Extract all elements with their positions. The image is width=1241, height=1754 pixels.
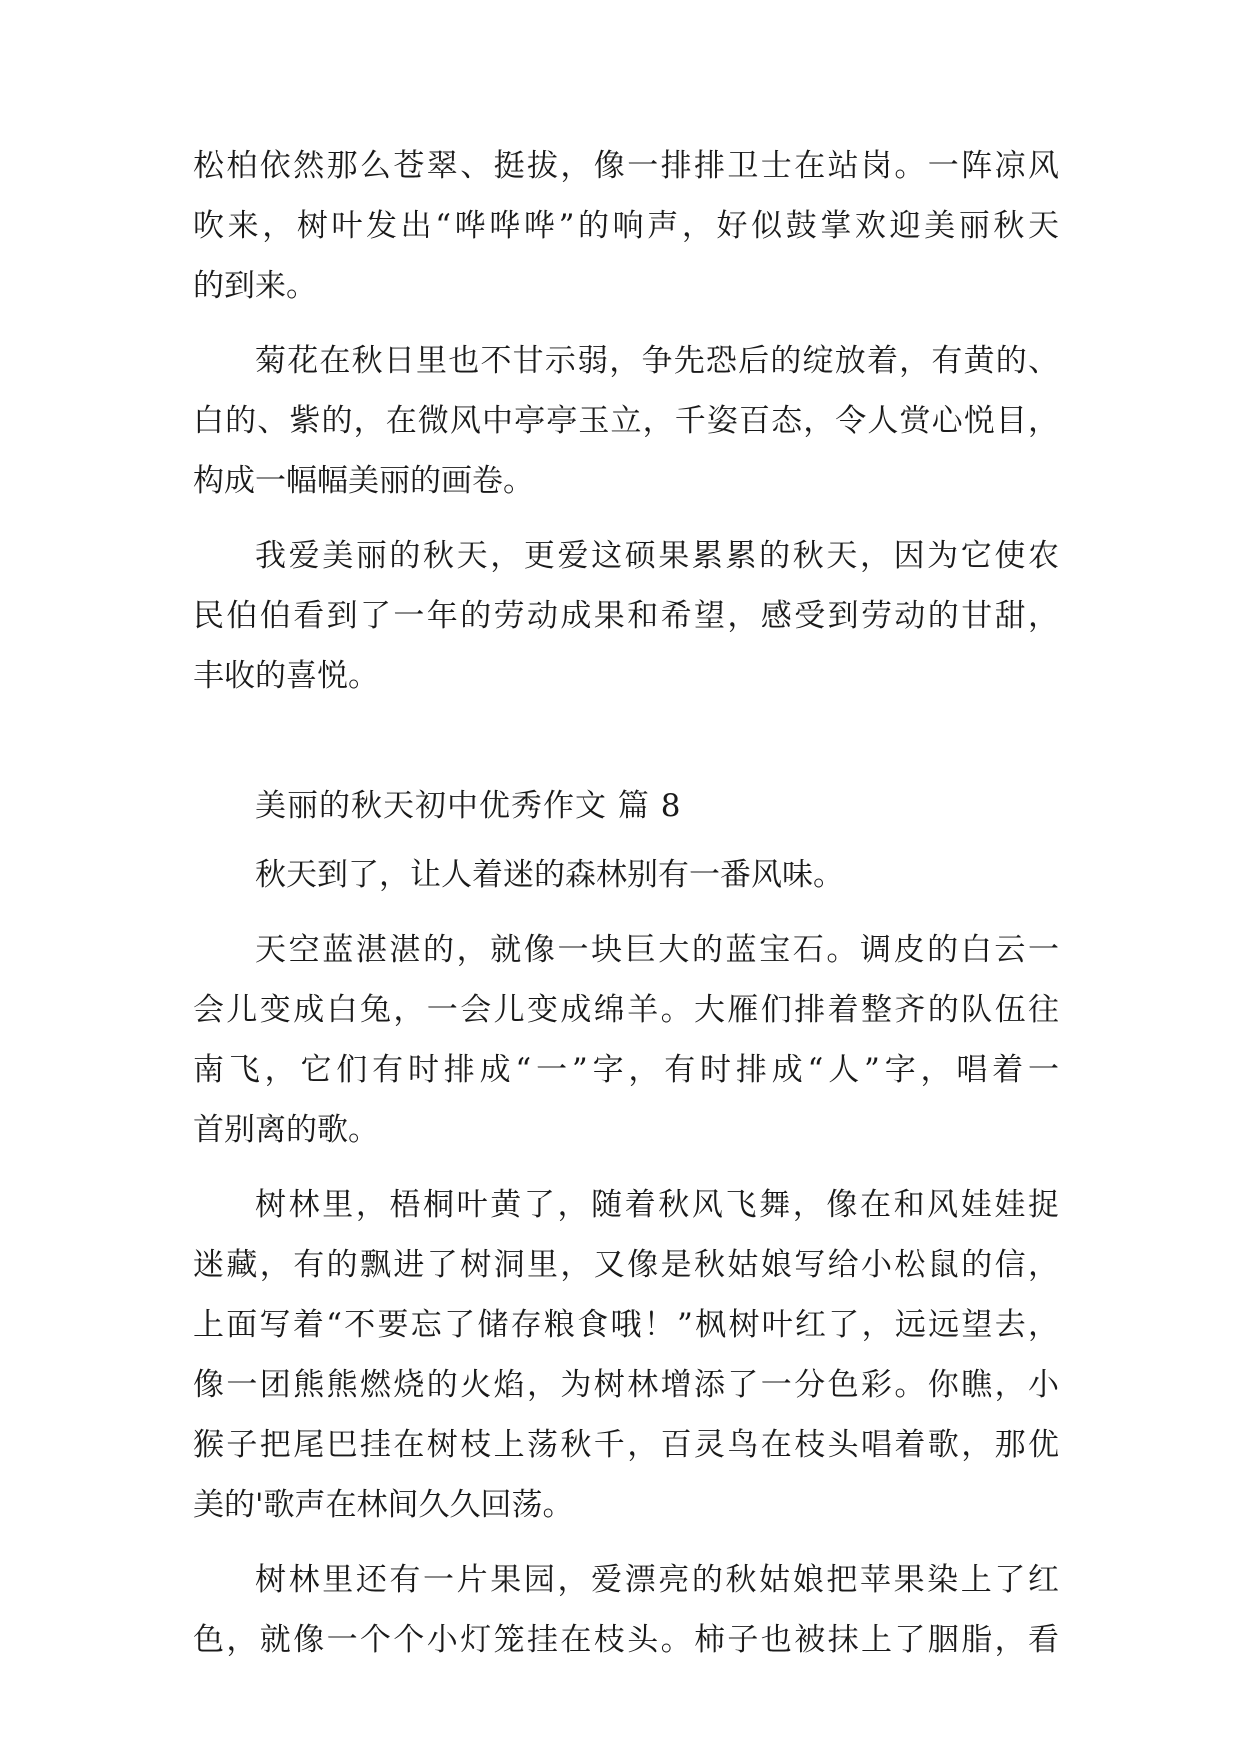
- text-line: 我爱美丽的秋天，更爱这硕果累累的秋天，因为它使农: [255, 538, 1059, 574]
- text-line: 白的、紫的，在微风中亭亭玉立，千姿百态，令人赏心悦目，: [193, 403, 1059, 439]
- text-line: 上面写着“不要忘了储存粮食哦！”枫树叶红了，远远望去，: [193, 1307, 1059, 1343]
- text-line: 会儿变成白兔，一会儿变成绵羊。大雁们排着整齐的队伍往: [193, 992, 1059, 1028]
- text-line: 吹来，树叶发出“哗哗哗”的响声，好似鼓掌欢迎美丽秋天: [193, 208, 1059, 244]
- text-line: 秋天到了，让人着迷的森林别有一番风味。: [255, 857, 844, 893]
- text-line: 像一团熊熊燃烧的火焰，为树林增添了一分色彩。你瞧，小: [193, 1367, 1059, 1403]
- text-line: 民伯伯看到了一年的劳动成果和希望，感受到劳动的甘甜，: [193, 598, 1059, 634]
- text-line: 迷藏，有的飘进了树洞里，又像是秋姑娘写给小松鼠的信，: [193, 1247, 1059, 1283]
- text-line: 色，就像一个个小灯笼挂在枝头。柿子也被抹上了胭脂，看: [193, 1622, 1059, 1658]
- text-line: 菊花在秋日里也不甘示弱，争先恐后的绽放着，有黄的、: [255, 343, 1059, 379]
- text-line: 首别离的歌。: [193, 1112, 379, 1148]
- text-line: 天空蓝湛湛的，就像一块巨大的蓝宝石。调皮的白云一: [255, 932, 1059, 968]
- text-line: 松柏依然那么苍翠、挺拔，像一排排卫士在站岗。一阵凉风: [193, 148, 1059, 184]
- text-line: 南飞，它们有时排成“一”字，有时排成“人”字，唱着一: [193, 1052, 1059, 1088]
- text-line: 构成一幅幅美丽的画卷。: [193, 463, 534, 499]
- text-line: 的到来。: [193, 268, 317, 304]
- text-line: 树林里还有一片果园，爱漂亮的秋姑娘把苹果染上了红: [255, 1562, 1059, 1598]
- section-heading: 美丽的秋天初中优秀作文 篇 8: [255, 788, 682, 824]
- text-line: 树林里，梧桐叶黄了，随着秋风飞舞，像在和风娃娃捉: [255, 1187, 1059, 1223]
- text-line: 猴子把尾巴挂在树枝上荡秋千，百灵鸟在枝头唱着歌，那优: [193, 1427, 1059, 1463]
- text-line: 丰收的喜悦。: [193, 658, 379, 694]
- text-line: 美的'歌声在林间久久回荡。: [193, 1487, 574, 1523]
